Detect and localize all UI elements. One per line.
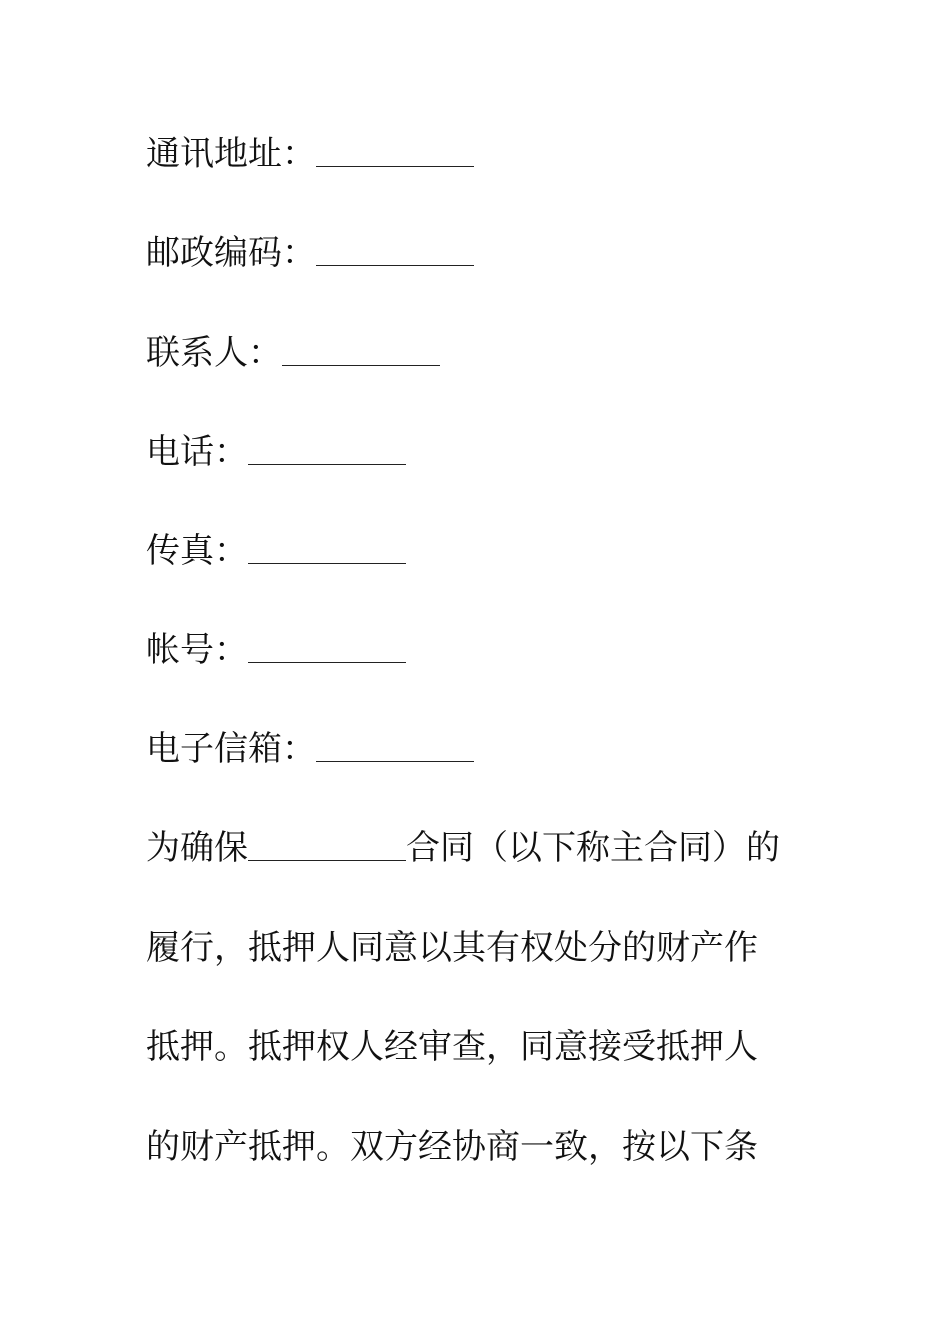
paragraph-line-1 — [146, 828, 780, 868]
field-blank-phone[interactable] — [248, 436, 406, 465]
field-blank-postal-code[interactable] — [316, 237, 474, 266]
contract-name-blank[interactable] — [248, 832, 406, 861]
field-label-address: 通讯地址： — [146, 134, 316, 174]
field-blank-account[interactable] — [248, 634, 406, 663]
paragraph-line-1-suffix: 合同（以下称主合同）的 — [406, 828, 780, 868]
paragraph-line-3: 抵押。抵押权人经审查，同意接受抵押人 — [146, 1027, 758, 1067]
field-blank-email[interactable] — [316, 733, 474, 762]
field-label-account: 帐号： — [146, 630, 248, 670]
field-row-account — [146, 630, 406, 670]
field-label-fax: 传真： — [146, 531, 248, 571]
field-row-address — [146, 134, 474, 174]
field-row-postal-code — [146, 233, 474, 273]
field-row-phone — [146, 432, 406, 472]
field-row-fax — [146, 531, 406, 571]
field-blank-address[interactable] — [316, 138, 474, 167]
paragraph-line-4: 的财产抵押。双方经协商一致，按以下条 — [146, 1127, 758, 1167]
field-label-email: 电子信箱： — [146, 729, 316, 769]
field-row-email — [146, 729, 474, 769]
field-label-phone: 电话： — [146, 432, 248, 472]
field-label-postal-code: 邮政编码： — [146, 233, 316, 273]
field-row-contact-person — [146, 333, 440, 373]
field-label-contact-person: 联系人： — [146, 333, 282, 373]
paragraph-line-2: 履行，抵押人同意以其有权处分的财产作 — [146, 928, 758, 968]
field-blank-fax[interactable] — [248, 535, 406, 564]
field-blank-contact-person[interactable] — [282, 337, 440, 366]
paragraph-line-1-prefix: 为确保 — [146, 828, 248, 868]
